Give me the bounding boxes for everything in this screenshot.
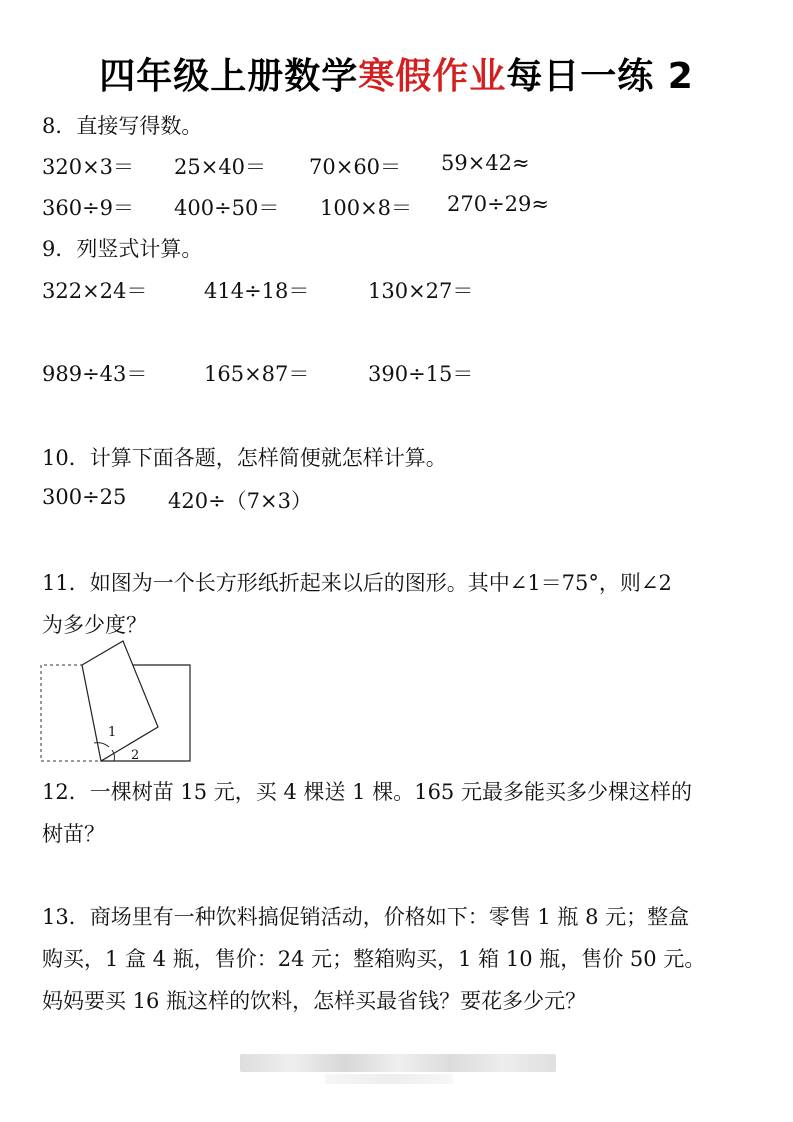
q8-r2-c2: 400÷50＝	[174, 196, 280, 220]
q12-line1: 12．一棵树苗 15 元，买 4 棵送 1 棵。165 元最多能买多少棵这样的	[42, 780, 692, 804]
title-part3: 每日一练 2	[506, 56, 694, 97]
title-highlight: 寒假作业	[358, 56, 507, 97]
q9-r1-c2: 414÷18＝	[204, 279, 310, 303]
q8-r1-c1: 320×3＝	[42, 155, 135, 179]
q8-r2-c4: 270÷29≈	[447, 192, 549, 216]
q11-line2: 为多少度？	[42, 613, 147, 637]
q9-r2-c3: 390÷15＝	[368, 362, 474, 386]
q9-r1-c1: 322×24＝	[42, 279, 148, 303]
q13-line1: 13．商场里有一种饮料搞促销活动，价格如下：零售 1 瓶 8 元；整盒	[42, 905, 690, 929]
q13-line2: 购买，1 盒 4 瓶，售价：24 元；整箱购买，1 箱 10 瓶，售价 50 元。	[42, 947, 706, 971]
q9-r1-c3: 130×27＝	[368, 279, 474, 303]
q13-line3: 妈妈要买 16 瓶这样的饮料，怎样买最省钱？要花多少元？	[42, 989, 587, 1013]
q9-heading: 9．列竖式计算。	[42, 237, 203, 261]
q8-heading: 8．直接写得数。	[42, 114, 203, 138]
angle-label-2: 2	[131, 748, 140, 763]
q10-item-1: 300÷25	[42, 485, 127, 509]
folded-flap	[82, 641, 158, 761]
angle-label-1: 1	[108, 725, 117, 740]
title-part1: 四年级上册数学	[99, 56, 359, 97]
q8-r1-c3: 70×60＝	[309, 155, 402, 179]
q9-r2-c2: 165×87＝	[204, 362, 310, 386]
q8-r1-c4: 59×42≈	[441, 151, 530, 175]
q8-r1-c2: 25×40＝	[174, 155, 267, 179]
q8-r2-c3: 100×8＝	[320, 196, 413, 220]
blurred-watermark-sub	[325, 1074, 453, 1084]
q10-heading: 10．计算下面各题，怎样简便就怎样计算。	[42, 446, 447, 470]
q11-line1: 11．如图为一个长方形纸折起来以后的图形。其中∠1＝75°，则∠2	[42, 571, 672, 595]
page-title	[0, 48, 793, 99]
q12-line2: 树苗？	[42, 822, 105, 846]
folded-rectangle-figure	[40, 640, 194, 764]
q9-r2-c1: 989÷43＝	[42, 362, 148, 386]
q8-r2-c1: 360÷9＝	[42, 196, 135, 220]
blurred-watermark	[240, 1054, 556, 1072]
q10-item-2: 420÷（7×3）	[168, 489, 312, 513]
